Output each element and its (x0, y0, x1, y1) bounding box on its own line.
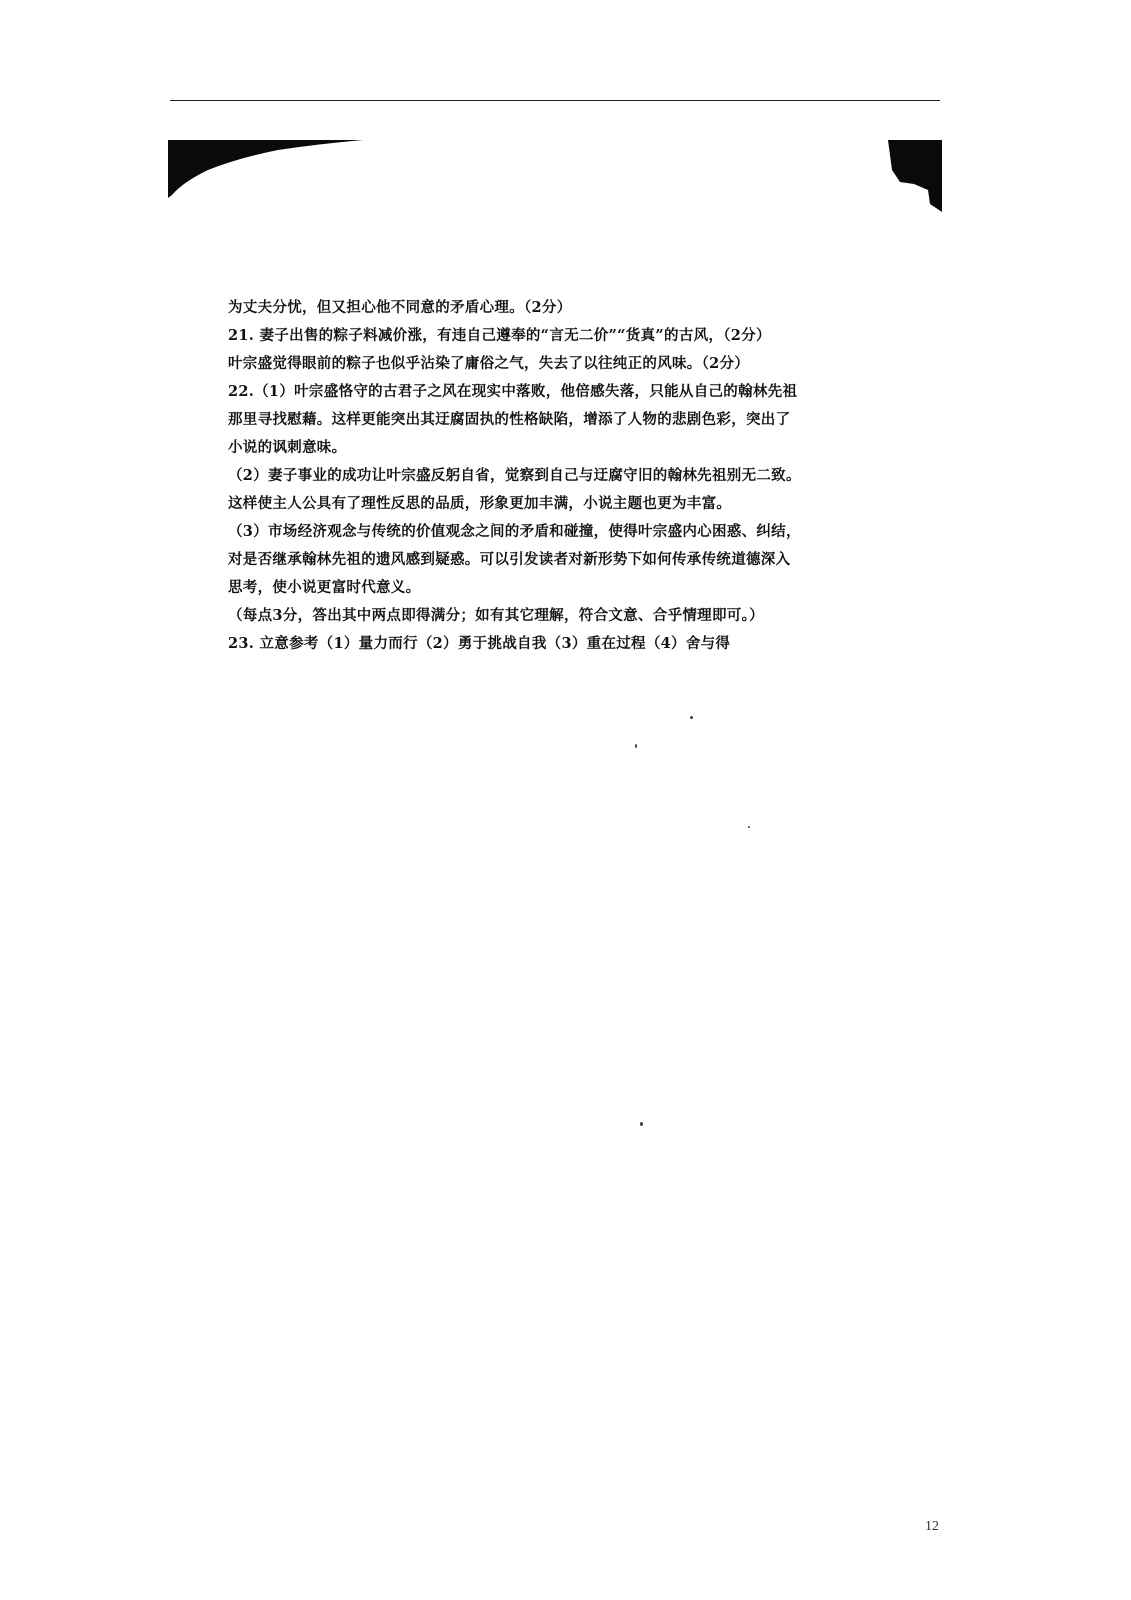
header-rule (170, 100, 940, 101)
scan-speck (635, 744, 637, 748)
answer-line: 为丈夫分忧，但又担心他不同意的矛盾心理。（2分） (228, 299, 572, 316)
scan-speck (640, 1122, 643, 1126)
answer-line: （每点3分，答出其中两点即得满分；如有其它理解，符合文意、合乎情理即可。） (228, 607, 764, 624)
scan-speck (748, 826, 750, 828)
answer-line: 那里寻找慰藉。这样更能突出其迂腐固执的性格缺陷，增添了人物的悲剧色彩，突出了 (228, 411, 791, 428)
page-number: 12 (925, 1519, 939, 1534)
answer-line: 21. 妻子出售的粽子料减价涨，有违自己遵奉的“言无二价”“货真”的古风，（2分） (228, 327, 771, 344)
answer-line: 叶宗盛觉得眼前的粽子也似乎沾染了庸俗之气，失去了以往纯正的风味。（2分） (228, 355, 750, 372)
answer-line: 22.（1）叶宗盛恪守的古君子之风在现实中落败，他倍感失落，只能从自己的翰林先祖 (228, 383, 798, 400)
answer-text-block (228, 294, 898, 658)
scan-artifact-right (884, 140, 942, 212)
answer-line: 小说的讽刺意味。 (228, 439, 347, 456)
answer-line: 思考，使小说更富时代意义。 (228, 579, 421, 596)
answer-line: 对是否继承翰林先祖的遗风感到疑惑。可以引发读者对新形势下如何传承传统道德深入 (228, 551, 791, 568)
answer-line: （3）市场经济观念与传统的价值观念之间的矛盾和碰撞，使得叶宗盛内心困惑、纠结， (228, 523, 801, 540)
answer-line: （2）妻子事业的成功让叶宗盛反躬自省，觉察到自己与迂腐守旧的翰林先祖别无二致。 (228, 467, 801, 484)
scan-speck (690, 716, 693, 719)
answer-line: 这样使主人公具有了理性反思的品质，形象更加丰满，小说主题也更为丰富。 (228, 495, 732, 512)
scan-artifact-left (168, 140, 368, 200)
answer-line: 23. 立意参考（1）量力而行（2）勇于挑战自我（3）重在过程（4）舍与得 (228, 635, 731, 652)
